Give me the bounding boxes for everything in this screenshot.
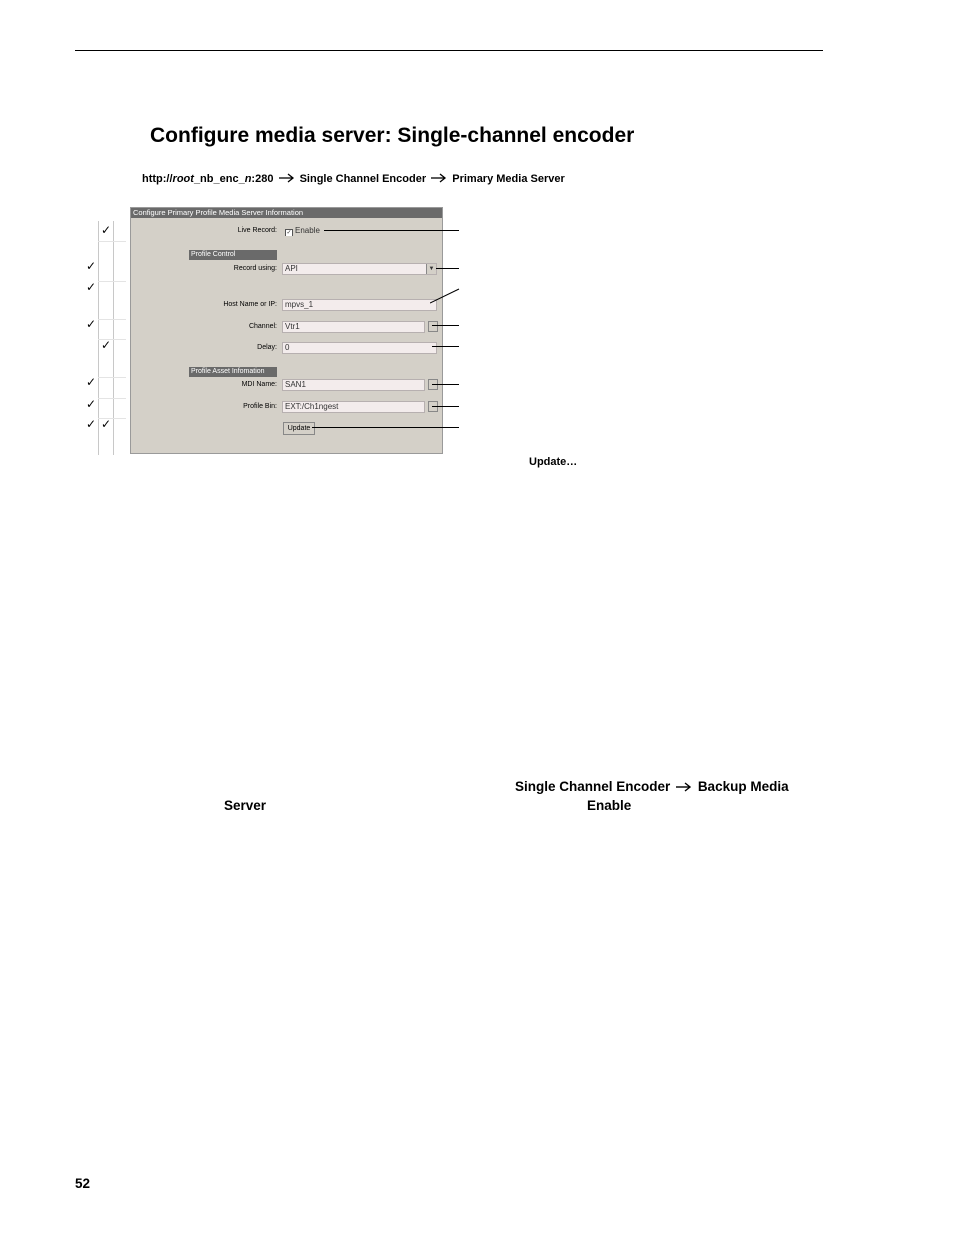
profile-bin-label: Profile Bin: [243, 403, 277, 410]
page-title: Configure media server: Single-channel encoder [150, 124, 635, 147]
record-using-value: API [285, 264, 298, 273]
media-server-dialog [130, 207, 443, 454]
path-port: :280 [251, 173, 274, 185]
channel-input[interactable]: Vtr1 [282, 321, 425, 333]
path-root: root [172, 173, 194, 185]
callout-diagonal [430, 288, 460, 304]
check-icon: ✓ [101, 223, 112, 237]
host-input[interactable]: mpvs_1 [282, 299, 437, 311]
path-prefix: http:// [142, 173, 173, 185]
check-icon: ✓ [101, 417, 112, 431]
check-icon: ✓ [86, 280, 97, 294]
mdi-name-label: MDI Name: [241, 381, 277, 388]
navigation-path [142, 173, 565, 185]
path-step-1: Single Channel Encoder [299, 173, 427, 185]
backup-path [515, 779, 789, 794]
section-asset-info: Profile Asset Infomation [189, 367, 277, 377]
check-icon: ✓ [86, 397, 97, 411]
check-icon: ✓ [86, 417, 97, 431]
check-icon: ✓ [86, 317, 97, 331]
chevron-down-icon[interactable]: ▼ [426, 264, 436, 274]
host-label: Host Name or IP: [223, 301, 277, 308]
check-icon: ✓ [101, 338, 112, 352]
check-icon: ✓ [86, 259, 97, 273]
arrow-right-icon [279, 173, 295, 183]
live-record-checkbox[interactable] [282, 225, 437, 237]
backup-step-3: Server [224, 798, 267, 813]
top-rule [75, 50, 823, 51]
delay-label: Delay: [257, 344, 277, 351]
mdi-name-input[interactable]: SAN1 [282, 379, 425, 391]
path-middle: _nb_enc_ [193, 173, 245, 185]
delay-input[interactable]: 0 [282, 342, 437, 354]
update-note: Update… [529, 456, 578, 468]
section-profile-control: Profile Control [189, 250, 277, 260]
update-button[interactable]: Update [283, 422, 315, 435]
live-record-value: Enable [295, 226, 320, 235]
arrow-right-icon [431, 173, 447, 183]
page-number: 52 [75, 1176, 91, 1191]
path-n: n [244, 173, 252, 185]
dialog-title: Configure Primary Profile Media Server Information [131, 208, 442, 218]
arrow-right-icon [676, 782, 692, 792]
live-record-label: Live Record: [237, 227, 277, 234]
record-using-label: Record using: [233, 265, 277, 272]
check-icon: ✓ [86, 375, 97, 389]
enable-text: Enable [587, 798, 632, 813]
channel-label: Channel: [248, 323, 277, 330]
path-step-2: Primary Media Server [452, 173, 565, 185]
backup-step-2: Backup Media [697, 779, 789, 794]
channel-browse-button[interactable] [428, 321, 438, 332]
profile-bin-input[interactable]: EXT:/Ch1ngest [282, 401, 425, 413]
record-using-select[interactable] [282, 263, 437, 275]
backup-step-1: Single Channel Encoder [515, 779, 671, 794]
checkbox-checked-icon: ✓ [286, 230, 292, 236]
